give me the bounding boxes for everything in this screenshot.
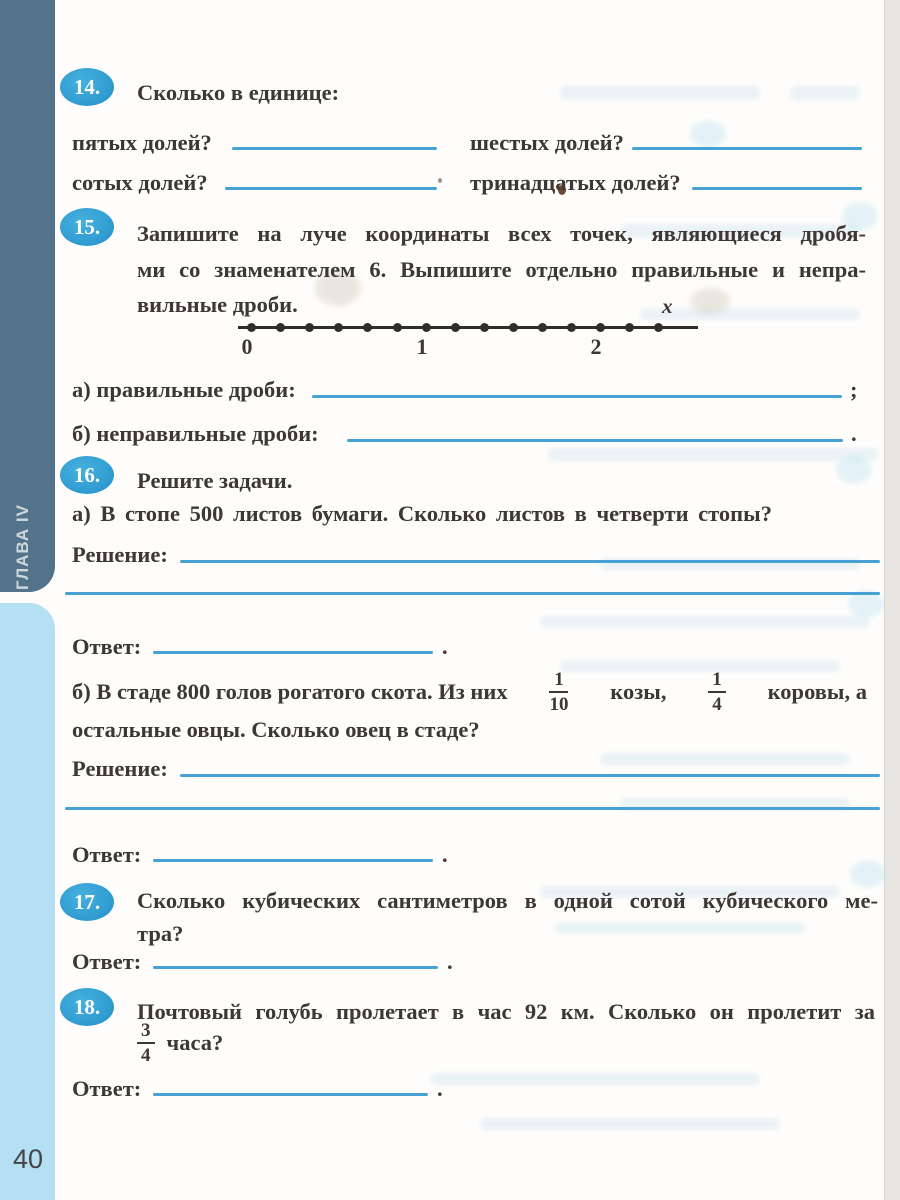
problem-16-number: 16. [73, 462, 101, 487]
p16b-answer-terminator: . [442, 842, 448, 867]
p16b-answer-blank[interactable] [153, 859, 433, 862]
page-number: 40 [13, 1144, 44, 1174]
p14-item-4-answer-blank[interactable] [692, 187, 862, 190]
fraction-denominator: 10 [549, 694, 569, 715]
p14-item-label: шестых долей? [470, 130, 624, 155]
page-right-edge [884, 0, 900, 1200]
p18-answer-label: Ответ: [72, 1076, 142, 1101]
bleed-ghost-badge [690, 120, 726, 148]
p16a-answer-terminator: . [442, 634, 448, 659]
number-line-dot [538, 323, 547, 332]
problem-17-badge [60, 883, 114, 921]
axis-label-x: x [662, 294, 673, 318]
bleed-ghost [600, 753, 850, 765]
p14-item-2-answer-blank[interactable] [632, 147, 862, 150]
p15-answer-a-label: а) правильные дроби: [72, 377, 296, 402]
bleed-ghost [555, 922, 805, 934]
p15-answer-b-label: б) неправильные дроби: [72, 421, 319, 446]
p17-answer-terminator: . [447, 949, 453, 974]
fraction-denominator: 4 [141, 1045, 151, 1066]
bleed-ghost [548, 448, 878, 461]
p14-item-label: сотых долей? [72, 170, 208, 195]
number-line-dot [596, 323, 605, 332]
p18-statement-line1: Почтовый голубь пролетает в час 92 км. Сколько он пролетит за [137, 999, 875, 1024]
p18-answer-blank[interactable] [153, 1093, 428, 1096]
p14-item-label: пятых долей? [72, 130, 212, 155]
scan-speck [438, 178, 442, 183]
p16a-answer-label: Ответ: [72, 634, 142, 659]
fraction-numerator: 3 [137, 1020, 155, 1044]
bleed-ghost [540, 616, 870, 628]
problem-18-badge [60, 988, 114, 1026]
problem-14-number: 14. [73, 74, 101, 99]
problem-15-number: 15. [73, 214, 101, 239]
bleed-ghost-badge [836, 456, 872, 484]
p14-item-label: тринадцатых долей? [470, 170, 681, 195]
problem-16-badge [60, 456, 114, 494]
problem-14-title: Сколько в единице: [137, 80, 340, 105]
p15-answer-b-terminator: . [851, 421, 857, 446]
fraction-1-10 [549, 669, 568, 715]
p16b-seg2: козы, [610, 679, 667, 704]
p16a-solution-blank-2[interactable] [65, 592, 880, 595]
p16b-seg3: коровы, а [767, 679, 867, 704]
p15-answer-b-blank[interactable] [347, 439, 843, 442]
tick-label-1: 1 [416, 334, 428, 359]
p16b-seg1: б) В стаде 800 голов рогатого скота. Из них [72, 679, 508, 704]
p16b-solution-label: Решение: [72, 756, 168, 781]
p15-answer-a-terminator: ; [850, 377, 858, 402]
p16a-statement: а) В стопе 500 листов бумаги. Сколько листов в четверти стопы? [72, 501, 772, 526]
problem-15-badge [60, 208, 114, 246]
p16b-statement-line2: остальные овцы. Сколько овец в стаде? [72, 717, 480, 742]
p16b-statement-line1 [72, 666, 867, 718]
fraction-numerator: 1 [549, 669, 568, 693]
problem-18-number: 18. [73, 994, 101, 1019]
p16a-answer-blank[interactable] [153, 651, 433, 654]
fraction-numerator: 1 [708, 669, 726, 693]
number-line-dot [480, 323, 489, 332]
fraction-3-4 [137, 1020, 155, 1066]
fraction-1-4 [708, 669, 726, 715]
p18-statement-line2 [137, 1018, 223, 1068]
number-line-dot [276, 323, 285, 332]
chapter-tab-label: ГЛАВА IV [13, 504, 32, 590]
p16b-solution-blank-2[interactable] [65, 807, 880, 810]
number-line [238, 294, 706, 360]
problem-17-number: 17. [73, 889, 101, 914]
sidebar-lower [0, 603, 55, 1200]
tick-label-2: 2 [590, 334, 602, 359]
p17-answer-label: Ответ: [72, 949, 142, 974]
number-line-dot [305, 323, 314, 332]
number-line-dot [509, 323, 518, 332]
number-line-dot [247, 323, 256, 332]
p15-answer-a-blank[interactable] [312, 395, 842, 398]
fraction-denominator: 4 [712, 694, 722, 715]
number-line-dot [654, 323, 663, 332]
number-line-dot [334, 323, 343, 332]
p17-answer-blank[interactable] [153, 966, 438, 969]
problem-14-badge [60, 68, 114, 106]
bleed-ghost [790, 86, 860, 100]
p14-item-1-answer-blank[interactable] [232, 147, 437, 150]
bleed-ghost [430, 1073, 760, 1085]
p16b-solution-blank-1[interactable] [180, 774, 880, 777]
p17-statement-line: тра? [137, 921, 184, 946]
p17-statement-line: Сколько кубических сантиметров в одной сотой кубического ме- [137, 888, 878, 913]
number-line-dot [567, 323, 576, 332]
tick-label-0: 0 [241, 334, 253, 359]
p18-after-frac: часа? [166, 1030, 224, 1055]
bleed-ghost [480, 1118, 780, 1130]
number-line-dot [422, 323, 431, 332]
p16b-answer-label: Ответ: [72, 842, 142, 867]
number-line-dot [625, 323, 634, 332]
bleed-ghost [560, 86, 760, 100]
p15-statement-line: Запишите на луче координаты всех точек, являющиеся дробя- [137, 221, 866, 246]
p16a-solution-label: Решение: [72, 542, 168, 567]
number-line-dot [451, 323, 460, 332]
p15-statement-line: ми со знаменателем 6. Выпишите отдельно правильные и непра- [137, 257, 866, 282]
p18-answer-terminator: . [437, 1076, 443, 1101]
p16a-solution-blank-1[interactable] [180, 560, 880, 563]
p14-item-3-answer-blank[interactable] [225, 187, 437, 190]
number-line-dot [363, 323, 372, 332]
p15-statement-line: вильные дроби. [137, 292, 298, 317]
number-line-dot [393, 323, 402, 332]
problem-16-title: Решите задачи. [137, 468, 293, 493]
